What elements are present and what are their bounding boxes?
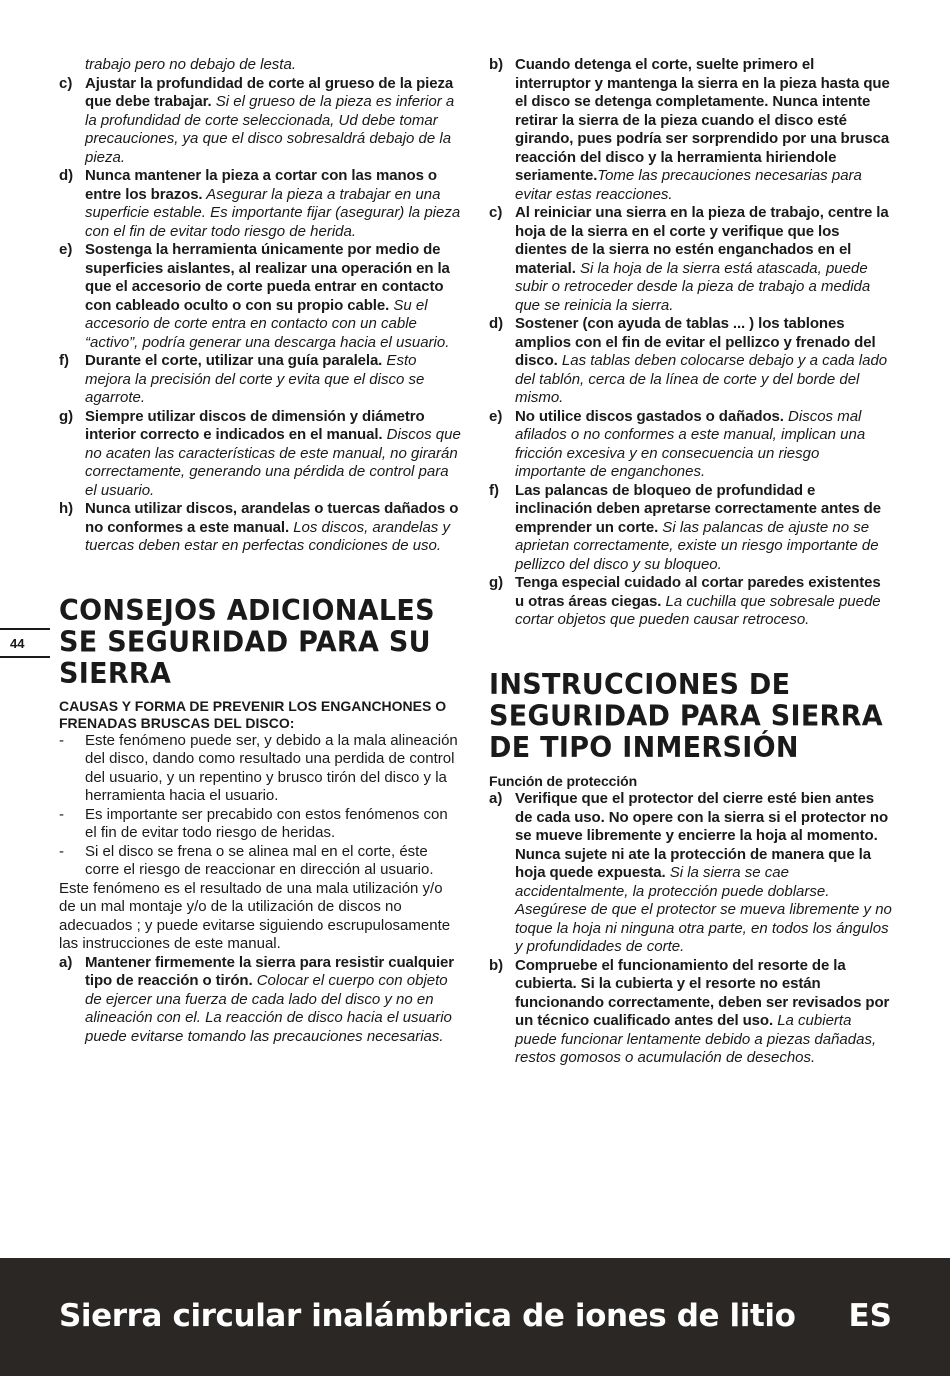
right-column bbox=[489, 56, 893, 1068]
footer-language-code: ES bbox=[848, 1298, 892, 1334]
dash-item-text: Si el disco se frena o se alinea mal en el corte, éste corre el riesgo de reaccionar en dirección al usuario. bbox=[85, 842, 434, 878]
item-bold-text: Verifique que el protector del cierre esté bien antes de cada uso. No opere con la sierra si el protector no se mueve libremente y encierre la hoja al momento. Nunca sujete ni ate la protección de manera que la hoja quede expuesta. bbox=[515, 790, 889, 881]
item-bold-text: No utilice discos gastados o dañados. bbox=[515, 407, 784, 425]
item-bold-text: Durante el corte, utilizar una guía paralela. bbox=[85, 352, 383, 369]
subheading-causas: CAUSAS Y FORMA DE PREVENIR LOS ENGANCHONES O FRENADAS BRUSCAS DEL DISCO: bbox=[59, 697, 447, 731]
item-label: b) bbox=[489, 56, 504, 73]
item-italic-text: Colocar el cuerpo con objeto de ejercer una fuerza de cada lado del disco y no en alineación con el. La reacción de disco hacia el usuario puede evitarse tomando las precauciones necesarias. bbox=[85, 972, 452, 1045]
item-italic-text: Si las palancas de ajuste no se aprietan correctamente, existe un riesgo importante de pellizco del disco y su bloqueo. bbox=[515, 518, 879, 573]
item-label: g) bbox=[59, 407, 74, 425]
dash-list-item bbox=[59, 843, 463, 880]
item-italic-text: Su el accesorio de corte entra en contacto con un cable “activo”, podría generar una descarga hacia el usuario. bbox=[85, 296, 450, 351]
item-label: g) bbox=[489, 574, 504, 591]
item-label: c) bbox=[489, 204, 503, 221]
list-item-g bbox=[489, 574, 893, 630]
item-label: e) bbox=[489, 407, 503, 425]
item-italic-text: Esto mejora la precisión del corte y evita que el disco se agarrote. bbox=[85, 352, 425, 406]
item-italic-text: Tome las precauciones necesarias para evitar estas reacciones. bbox=[515, 167, 862, 203]
list-item-e bbox=[59, 241, 463, 352]
footer-title: Sierra circular inalámbrica de iones de litio bbox=[59, 1298, 796, 1334]
item-bold-text: Al reiniciar una sierra en la pieza de trabajo, centre la hoja de la sierra en el corte y verifique que los dientes de la sierra no estén enganchados en el material. bbox=[515, 204, 889, 277]
item-bold-text: Sostenga la herramienta únicamente por medio de superficies aislantes, al realizar una operación en la que el accesorio de corte pueda entrar en contacto con cableado oculto o con su propio cable. bbox=[85, 241, 450, 314]
list-item-h bbox=[59, 500, 463, 556]
item-italic-text: La cubierta puede funcionar lentamente debido a piezas dañadas, restos gomosos o acumulación de desechos. bbox=[515, 1012, 877, 1066]
continuation-italic: trabajo pero no debajo de lesta. bbox=[85, 56, 296, 73]
item-italic-text: Si el grueso de la pieza es inferior a la profundidad de corte seleccionada, Ud debe tomar precauciones, ya que el disco sobresaldrá debajo de la pieza. bbox=[85, 93, 455, 166]
list-item-c bbox=[489, 204, 893, 315]
list-item-a bbox=[489, 790, 893, 957]
item-label: d) bbox=[489, 315, 504, 332]
list-item-a bbox=[59, 954, 463, 1047]
list-item-b bbox=[489, 56, 893, 204]
footer-bar bbox=[0, 1258, 950, 1376]
item-italic-text: Si la hoja de la sierra está atascada, puede subir o retroceder desde la pieza de trabajo a medida que se reinicia la sierra. bbox=[515, 259, 871, 314]
item-italic-text: Asegurar la pieza a trabajar en una superficie estable. Es importante fijar (asegurar) la pieza con el fin de evitar todo riesgo de herida. bbox=[85, 185, 461, 240]
item-bold-text: Compruebe el funcionamiento del resorte de la cubierta. Si la cubierta y el resorte no están funcionando correctamente, deben ser revisados por un técnico cualificado antes del uso. bbox=[515, 956, 890, 1029]
list-item-f bbox=[59, 352, 463, 408]
item-bold-text: Sostener (con ayuda de tablas ... ) los tablones amplios con el fin de evitar el pellizco y frenado del disco. bbox=[515, 315, 876, 369]
dash-list-item bbox=[59, 806, 463, 843]
dash-bullet: - bbox=[59, 842, 64, 860]
item-label: a) bbox=[59, 953, 73, 971]
list-item-b bbox=[489, 957, 893, 1068]
item-italic-text: Si la sierra se cae accidentalmente, la protección puede doblarse. Asegúrese de que el protector se mueva libremente y no toque la hoja ni ninguna otra parte, en todos los ángulos y profundidades de corte. bbox=[515, 864, 892, 955]
item-italic-text: Los discos, arandelas y tuercas deben estar en perfectas condiciones de uso. bbox=[85, 518, 450, 554]
list-item-g bbox=[59, 408, 463, 501]
list-item-d bbox=[59, 167, 463, 241]
item-bold-text: Nunca utilizar discos, arandelas o tuercas dañados o no conformes a este manual. bbox=[85, 500, 459, 536]
section-heading-instrucciones: INSTRUCCIONES DE SEGURIDAD PARA SIERRA DE TIPO INMERSIÓN bbox=[489, 668, 883, 764]
list-item-d bbox=[489, 315, 893, 408]
item-label: e) bbox=[59, 241, 73, 258]
body-paragraph: Este fenómeno es el resultado de una mala utilización y/o de un mal montaje y/o de la utilización de discos no adecuados ; y puede evitarse siguiendo escrupulosamente las instrucciones de este manual. bbox=[59, 879, 451, 952]
list-item-f bbox=[489, 482, 893, 575]
item-bold-text: Nunca mantener la pieza a cortar con las manos o entre los brazos. bbox=[85, 167, 437, 203]
item-label: f) bbox=[489, 481, 499, 499]
dash-list-item bbox=[59, 732, 463, 806]
item-bold-text: Las palancas de bloqueo de profundidad e inclinación deben apretarse correctamente antes de emprender un corte. bbox=[515, 481, 881, 536]
item-label: f) bbox=[59, 352, 69, 369]
item-italic-text: Discos que no acaten las características de este manual, no girarán correctamente, generando una pérdida de control para el usuario. bbox=[85, 426, 461, 499]
item-label: b) bbox=[489, 956, 504, 974]
list-item-c bbox=[59, 75, 463, 168]
item-italic-text: Las tablas deben colocarse debajo y a cada lado del tablón, cerca de la línea de corte y del borde del mismo. bbox=[515, 352, 888, 406]
item-label: h) bbox=[59, 500, 74, 517]
section-heading-consejos: CONSEJOS ADICIONALES SE SEGURIDAD PARA SU SIERRA bbox=[59, 594, 435, 690]
dash-item-text: Es importante ser precabido con estos fenómenos con el fin de evitar todo riesgo de heridas. bbox=[85, 805, 448, 841]
list-item-e bbox=[489, 408, 893, 482]
item-bold-text: Cuando detenga el corte, suelte primero el interruptor y mantenga la sierra en la pieza hasta que el disco se detenga completamente. Nunca intente retirar la sierra de la pieza cuando el disco esté girando, pues podría ser sorprendido por una brusca reacción del disco y la herramienta hiriendole seriamente. bbox=[515, 56, 890, 184]
item-label: c) bbox=[59, 74, 73, 92]
item-label: d) bbox=[59, 167, 74, 184]
page-number: 44 bbox=[0, 628, 50, 658]
dash-bullet: - bbox=[59, 731, 64, 749]
continuation-text bbox=[59, 56, 463, 75]
dash-bullet: - bbox=[59, 805, 64, 823]
left-column bbox=[59, 56, 463, 1046]
subheading-funcion: Función de protección bbox=[489, 772, 638, 789]
item-italic-text: Discos mal afilados o no conformes a este manual, implican una fricción excesiva y en consecuencia un riesgo importante de enganchones. bbox=[515, 407, 866, 480]
item-bold-text: Siempre utilizar discos de dimensión y diámetro interior correcto e indicados en el manual. bbox=[85, 407, 425, 443]
dash-item-text: Este fenómeno puede ser, y debido a la mala alineación del disco, dando como resultado una perdida de control del usuario, y un repentino y brusco tirón del disco y la herramienta hacia el usuario. bbox=[85, 731, 458, 804]
item-label: a) bbox=[489, 790, 503, 807]
item-bold-text: Mantener firmemente la sierra para resistir cualquier tipo de reacción o tirón. bbox=[85, 953, 455, 989]
item-italic-text: La cuchilla que sobresale puede cortar objetos que pueden causar retroceso. bbox=[515, 592, 881, 628]
item-bold-text: Tenga especial cuidado al cortar paredes existentes u otras áreas ciegas. bbox=[515, 574, 881, 610]
item-bold-text: Ajustar la profundidad de corte al grueso de la pieza que debe trabajar. bbox=[85, 74, 454, 110]
